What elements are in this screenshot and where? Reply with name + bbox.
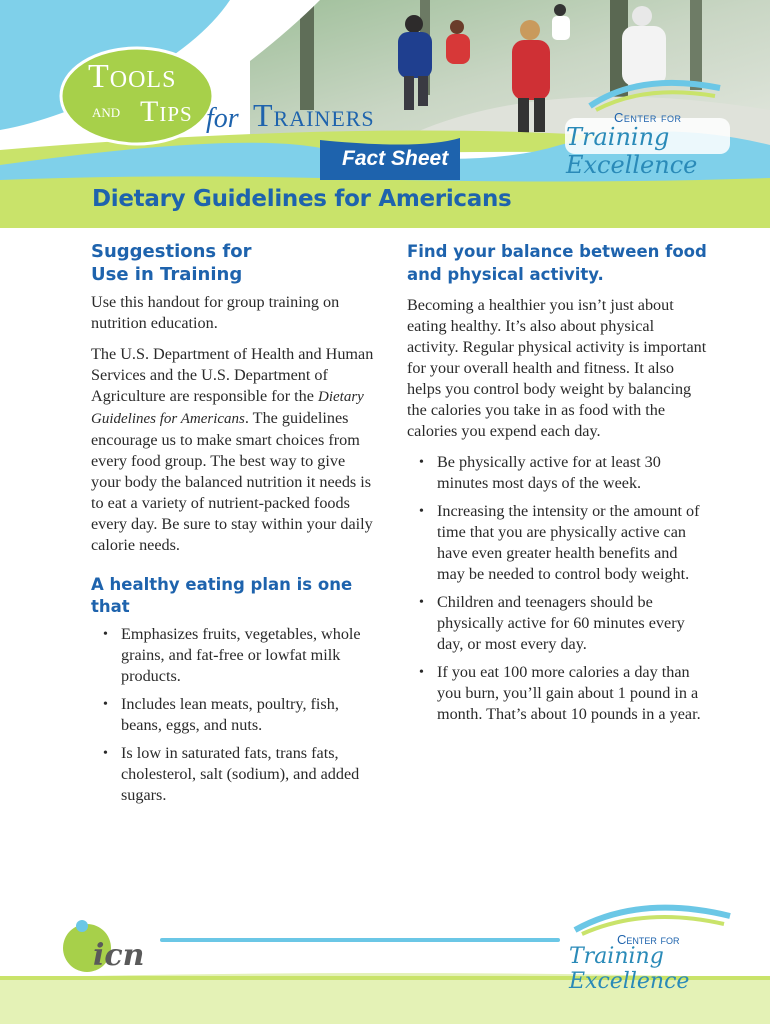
right-para: Becoming a healthier you isn’t just about eating healthy. It’s also about physical activity. Regular physical activity is important for your overall health and fitness. It also helps you control body weight by balancing the calories you take in as food with the calories you expend each day. [407,296,707,440]
left-para-1: Use this handout for group training on nutrition education. [91,293,340,332]
cte-logo-bottom: Training Excellence [566,123,698,179]
cte-logo-top: Center for [614,110,682,125]
bullet-icon: • [103,746,108,761]
list-item [91,624,376,687]
footer-cte-logo-top: Center for [617,932,680,947]
left-para-2-start: The U.S. Department of Health and Human Services and the U.S. Department of Agriculture are responsible for the [91,345,374,405]
right-column [407,240,707,732]
list-item [407,592,707,655]
bullet-icon: • [419,455,424,470]
left-para-2-italic: Dietary Guidelines for Americans [91,389,364,427]
list-item [407,501,707,585]
list-item-text: Increasing the intensity or the amount of time that you are physically active can have even greater health benefits and may be needed to control body weight. [437,502,700,583]
bullet-icon: • [419,504,424,519]
icn-logo-text: icn [93,938,145,973]
logo-tools-text: Tools [88,58,177,95]
footer [0,880,770,1024]
left-column [91,240,376,813]
logo-for-text: for [206,103,239,134]
left-para-2 [91,344,376,556]
list-item [91,694,376,736]
bullet-icon: • [103,627,108,642]
footer-divider [160,938,560,942]
bullet-icon: • [103,697,108,712]
list-item-text: Be physically active for at least 30 minutes most days of the week. [437,453,661,492]
left-para-2-end: . The guidelines encourage us to make smart choices from every food group. The best way to give your body the balanced nutrition it needs is to eat a variety of nutrient-packed foods every day. Be sure to stay within your daily calorie needs. [91,409,373,554]
list-item [407,662,707,725]
list-item-text: Includes lean meats, poultry, fish, beans, eggs, and nuts. [121,695,339,734]
plan-bullet-list [91,624,376,806]
logo-tips-text: Tips [140,95,193,128]
bullet-icon: • [419,595,424,610]
logo-trainers-text: Trainers [253,97,375,133]
bullet-icon: • [419,665,424,680]
activity-bullet-list [407,452,707,725]
list-item-text: Emphasizes fruits, vegetables, whole grains, and fat-free or lowfat milk products. [121,625,361,685]
header-banner [0,0,770,228]
page-title: Dietary Guidelines for Americans [92,186,512,212]
list-item-text: Children and teenagers should be physically active for 60 minutes every day, or most every day. [437,593,685,653]
list-item [407,452,707,494]
list-item [91,743,376,806]
fact-sheet-label: Fact Sheet [342,147,449,170]
left-heading: Suggestions for Use in Training [91,241,252,285]
right-heading: Find your balance between food and physical activity. [407,242,707,284]
list-item-text: Is low in saturated fats, trans fats, cholesterol, salt (sodium), and added sugars. [121,744,360,804]
footer-cte-logo-bottom: Training Excellence [569,944,690,994]
logo-and-text: and [92,101,121,121]
plan-heading: A healthy eating plan is one that [91,575,353,616]
list-item-text: If you eat 100 more calories a day than you burn, you’ll gain about 1 pound in a month. That’s about 10 pounds in a year. [437,663,701,723]
